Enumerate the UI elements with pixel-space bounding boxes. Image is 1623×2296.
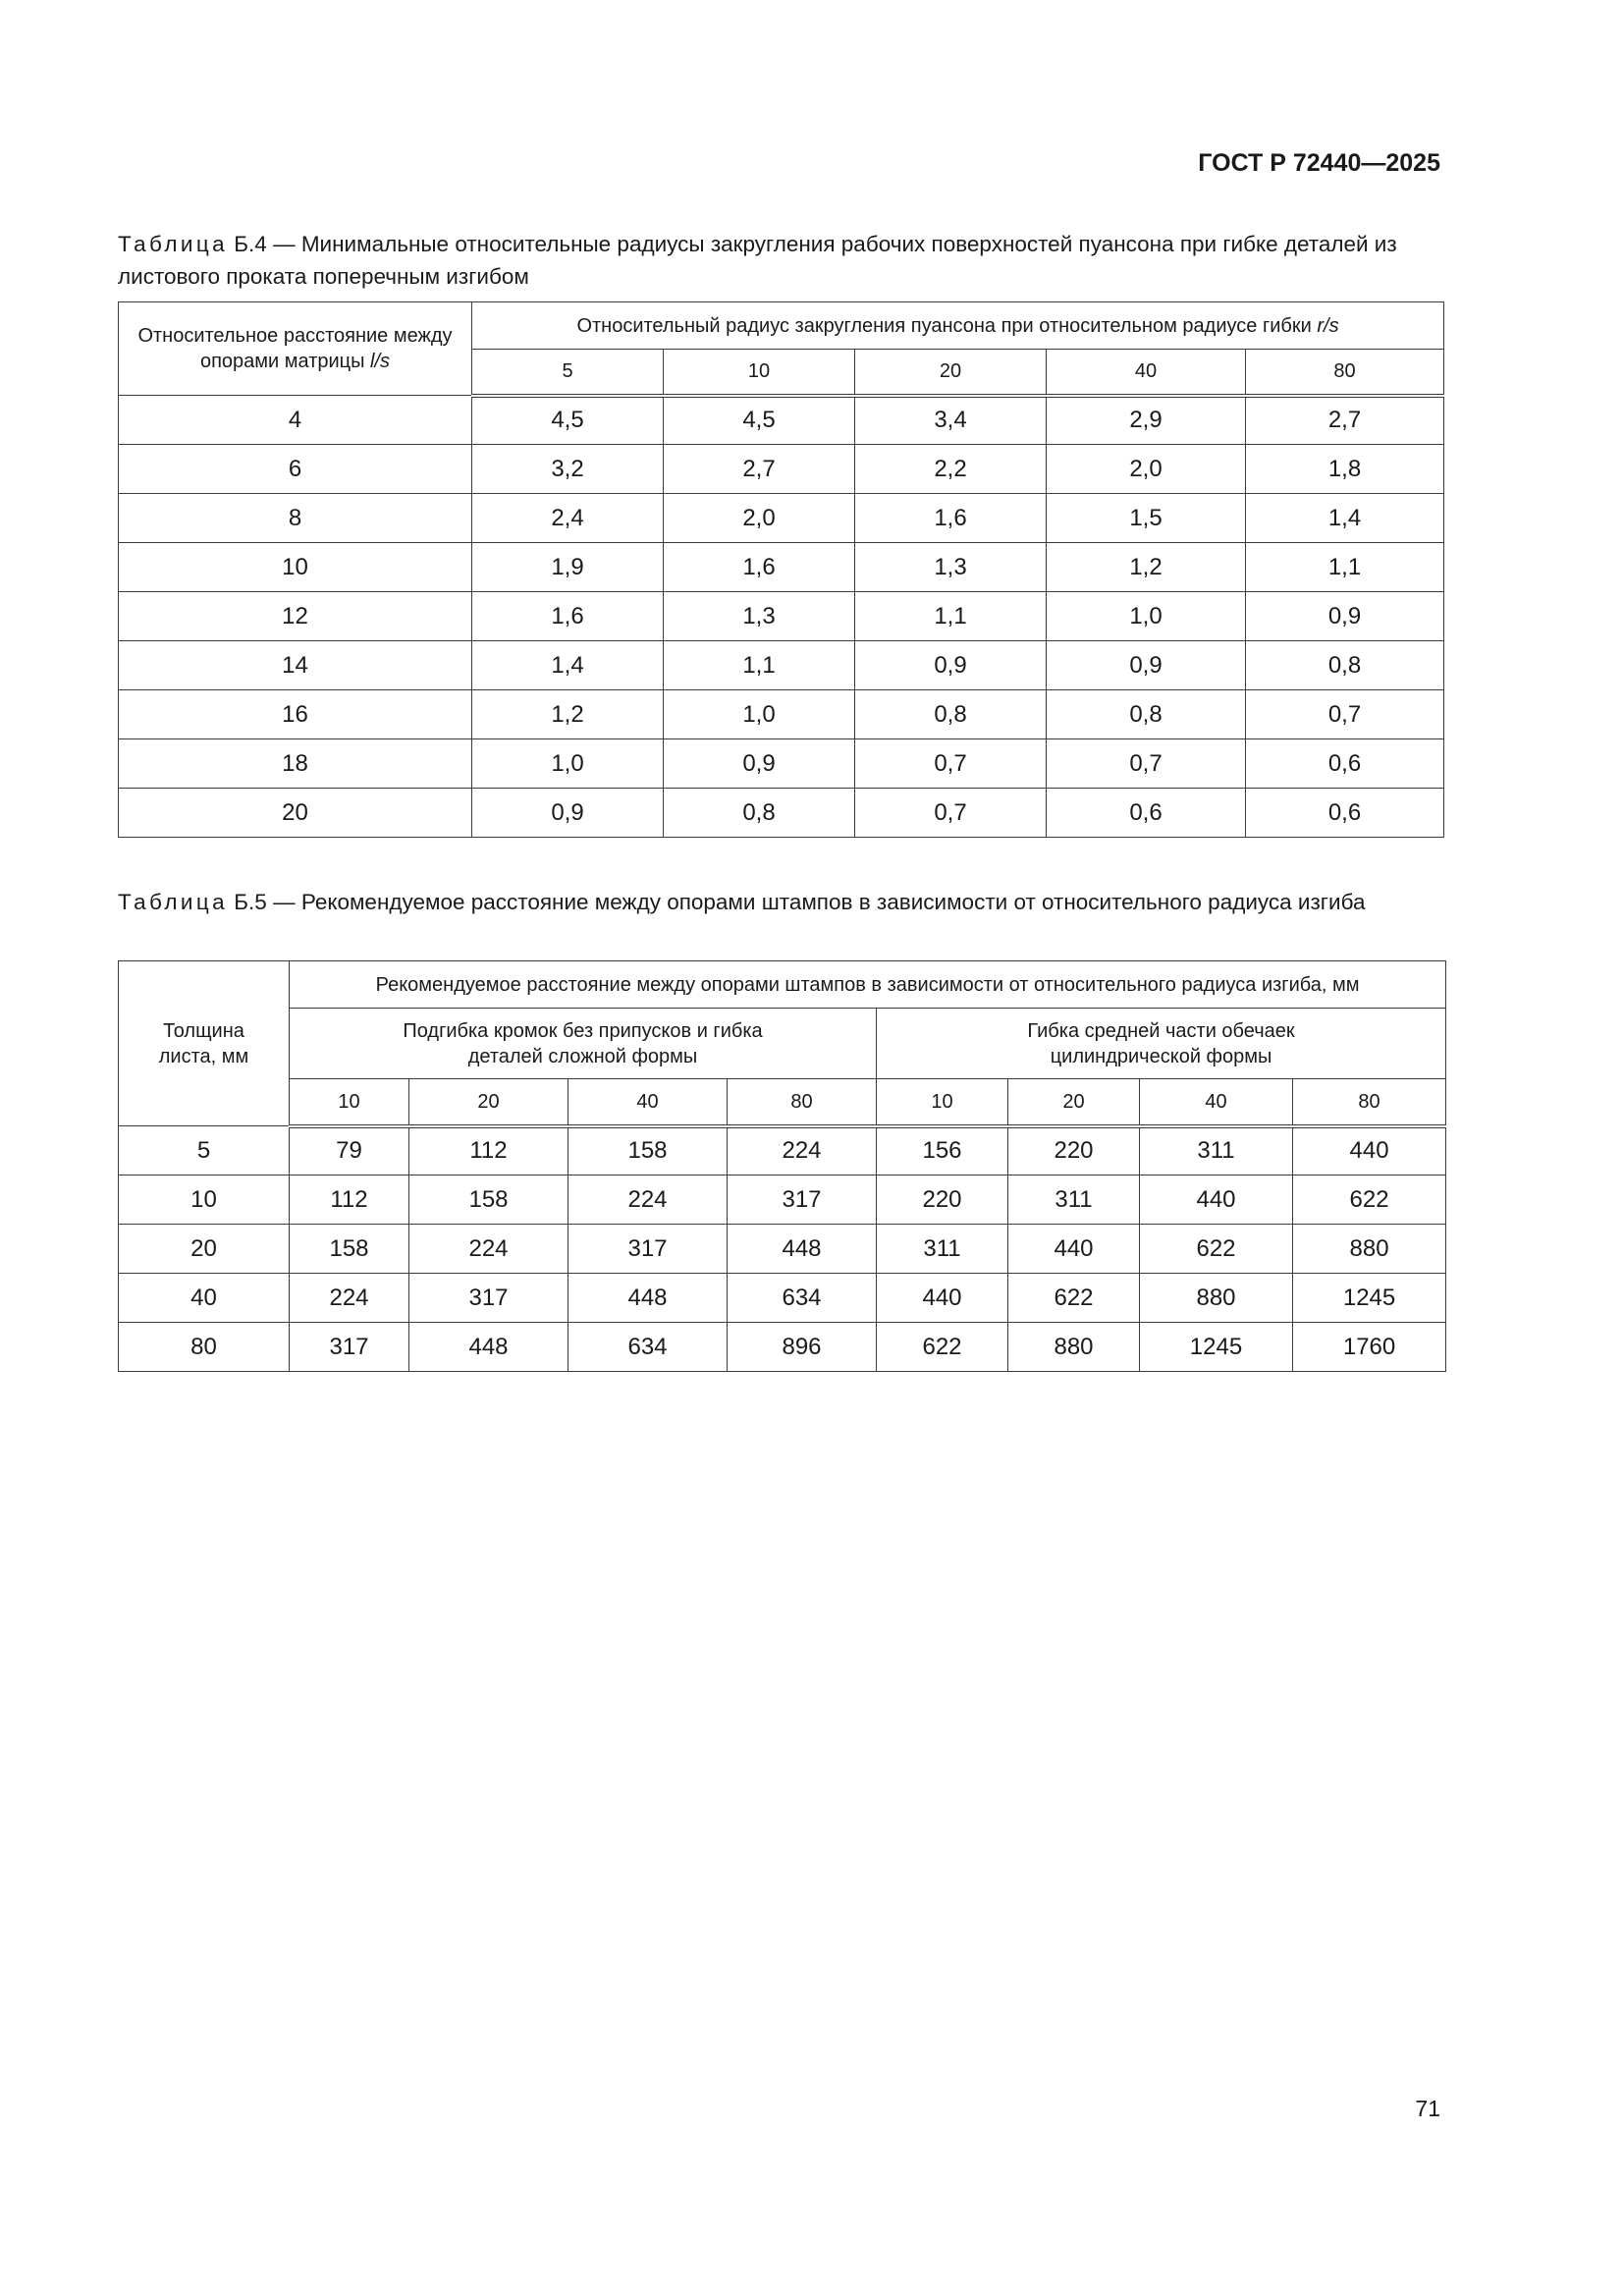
table-cell: 3,4 — [855, 396, 1047, 445]
table-cell: 220 — [1008, 1126, 1140, 1175]
table-row-label-cell: 40 — [119, 1274, 290, 1323]
table-row — [119, 1274, 1446, 1323]
table-cell: 448 — [568, 1274, 728, 1323]
table-row — [119, 592, 1444, 641]
table-cell: 112 — [290, 1175, 409, 1225]
table-b5-body — [119, 1126, 1446, 1372]
table-b5-caption — [118, 886, 1443, 918]
table-b5-top-header: Рекомендуемое расстояние между опорами штампов в зависимости от относительного радиуса изгиба, мм — [290, 961, 1446, 1009]
table-cell: 4,5 — [664, 396, 855, 445]
table-cell: 0,9 — [472, 789, 664, 838]
table-b5-column-header: 10 — [290, 1079, 409, 1126]
table-cell: 317 — [409, 1274, 568, 1323]
table-cell: 3,2 — [472, 445, 664, 494]
table-cell: 2,7 — [1246, 396, 1444, 445]
table-cell: 79 — [290, 1126, 409, 1175]
table-row — [119, 543, 1444, 592]
table-cell: 158 — [290, 1225, 409, 1274]
table-row-label-cell: 6 — [119, 445, 472, 494]
table-cell: 317 — [728, 1175, 877, 1225]
table-cell: 880 — [1293, 1225, 1446, 1274]
table-cell: 311 — [1008, 1175, 1140, 1225]
table-cell: 896 — [728, 1323, 877, 1372]
table-b5 — [118, 960, 1446, 1372]
table-cell: 440 — [877, 1274, 1008, 1323]
table-cell: 2,0 — [1047, 445, 1246, 494]
table-cell: 311 — [877, 1225, 1008, 1274]
table-cell: 0,6 — [1246, 789, 1444, 838]
table-cell: 1,0 — [664, 690, 855, 739]
table-cell: 0,8 — [664, 789, 855, 838]
table-row — [119, 789, 1444, 838]
table-row-label-cell: 4 — [119, 396, 472, 445]
table-cell: 440 — [1008, 1225, 1140, 1274]
table-cell: 4,5 — [472, 396, 664, 445]
table-cell: 1,5 — [1047, 494, 1246, 543]
table-cell: 622 — [877, 1323, 1008, 1372]
table-cell: 1,9 — [472, 543, 664, 592]
table-b4 — [118, 301, 1444, 838]
table-cell: 0,7 — [1047, 739, 1246, 789]
table-b4-row-header — [119, 302, 472, 396]
table-cell: 0,9 — [1047, 641, 1246, 690]
table-b5-column-header: 10 — [877, 1079, 1008, 1126]
table-cell: 158 — [568, 1126, 728, 1175]
table-cell: 2,2 — [855, 445, 1047, 494]
table-row — [119, 1175, 1446, 1225]
table-cell: 224 — [290, 1274, 409, 1323]
table-cell: 2,7 — [664, 445, 855, 494]
table-cell: 2,9 — [1047, 396, 1246, 445]
table-cell: 0,9 — [855, 641, 1047, 690]
table-cell: 1,6 — [664, 543, 855, 592]
table-b5-column-header: 80 — [728, 1079, 877, 1126]
table-cell: 317 — [568, 1225, 728, 1274]
table-cell: 0,6 — [1246, 739, 1444, 789]
table-cell: 311 — [1140, 1126, 1293, 1175]
table-row — [119, 641, 1444, 690]
table-row-label-cell: 16 — [119, 690, 472, 739]
table-cell: 634 — [568, 1323, 728, 1372]
table-cell: 0,8 — [1047, 690, 1246, 739]
table-cell: 880 — [1140, 1274, 1293, 1323]
table-cell: 2,4 — [472, 494, 664, 543]
table-cell: 0,9 — [664, 739, 855, 789]
table-row-label-cell: 20 — [119, 789, 472, 838]
table-cell: 0,9 — [1246, 592, 1444, 641]
table-cell: 0,7 — [1246, 690, 1444, 739]
table-cell: 1,3 — [664, 592, 855, 641]
table-cell: 1,0 — [472, 739, 664, 789]
document-code: ГОСТ Р 72440—2025 — [1198, 149, 1440, 177]
table-cell: 448 — [728, 1225, 877, 1274]
table-b5-column-header: 40 — [568, 1079, 728, 1126]
table-row — [119, 445, 1444, 494]
table-cell: 1,8 — [1246, 445, 1444, 494]
table-b4-caption — [118, 228, 1443, 293]
table-cell: 1,2 — [1047, 543, 1246, 592]
table-b5-group-header-edge-bending: Подгибка кромок без припусков и гибка деталей сложной формы — [290, 1009, 877, 1079]
table-b4-group-header-text: Относительный радиус закругления пуансона при относительном радиусе гибки — [576, 314, 1318, 337]
table-row — [119, 396, 1444, 445]
table-cell: 0,8 — [855, 690, 1047, 739]
table-b4-caption-text: Б.4 — Минимальные относительные радиусы закругления рабочих поверхностей пуансона при гибке деталей из листового проката поперечным изгибом — [118, 232, 1397, 289]
table-b4-column-header: 20 — [855, 350, 1047, 396]
table-b5-row-header: Толщина листа, мм — [119, 961, 290, 1126]
table-cell: 1,6 — [855, 494, 1047, 543]
table-row-label-cell: 18 — [119, 739, 472, 789]
table-cell: 0,7 — [855, 789, 1047, 838]
table-b4-column-header: 10 — [664, 350, 855, 396]
table-row — [119, 494, 1444, 543]
table-b4-column-header: 40 — [1047, 350, 1246, 396]
table-cell: 1,3 — [855, 543, 1047, 592]
table-cell: 1760 — [1293, 1323, 1446, 1372]
table-b5-caption-text: Б.5 — Рекомендуемое расстояние между опорами штампов в зависимости от относительного радиуса изгиба — [228, 890, 1366, 914]
table-cell: 1245 — [1140, 1323, 1293, 1372]
table-row-label-cell: 10 — [119, 1175, 290, 1225]
table-cell: 1,1 — [664, 641, 855, 690]
table-row — [119, 739, 1444, 789]
table-cell: 1,1 — [1246, 543, 1444, 592]
page-number: 71 — [1415, 2096, 1440, 2121]
table-cell: 156 — [877, 1126, 1008, 1175]
table-cell: 224 — [728, 1126, 877, 1175]
table-cell: 224 — [409, 1225, 568, 1274]
table-cell: 2,0 — [664, 494, 855, 543]
table-cell: 317 — [290, 1323, 409, 1372]
table-cell: 1,6 — [472, 592, 664, 641]
table-cell: 1245 — [1293, 1274, 1446, 1323]
table-cell: 224 — [568, 1175, 728, 1225]
table-cell: 448 — [409, 1323, 568, 1372]
table-row — [119, 1225, 1446, 1274]
table-row — [119, 690, 1444, 739]
table-b4-column-header: 5 — [472, 350, 664, 396]
table-cell: 112 — [409, 1126, 568, 1175]
table-cell: 622 — [1293, 1175, 1446, 1225]
table-cell: 634 — [728, 1274, 877, 1323]
table-cell: 1,0 — [1047, 592, 1246, 641]
table-cell: 1,4 — [472, 641, 664, 690]
table-row-label-cell: 14 — [119, 641, 472, 690]
table-b4-row-header-text: Относительное расстояние между опорами матрицы — [137, 325, 453, 372]
table-b5-column-header: 40 — [1140, 1079, 1293, 1126]
table-cell: 0,7 — [855, 739, 1047, 789]
table-row-label-cell: 8 — [119, 494, 472, 543]
table-row — [119, 1323, 1446, 1372]
table-cell: 158 — [409, 1175, 568, 1225]
table-cell: 622 — [1008, 1274, 1140, 1323]
table-b4-body — [119, 396, 1444, 838]
table-cell: 440 — [1140, 1175, 1293, 1225]
table-cell: 1,2 — [472, 690, 664, 739]
table-b5-caption-label: Таблица — [118, 890, 229, 914]
table-row-label-cell: 20 — [119, 1225, 290, 1274]
table-cell: 1,1 — [855, 592, 1047, 641]
table-b4-group-header — [472, 302, 1444, 350]
table-row-label-cell: 5 — [119, 1126, 290, 1175]
table-row-label-cell: 12 — [119, 592, 472, 641]
table-b4-column-header: 80 — [1246, 350, 1444, 396]
table-cell: 0,8 — [1246, 641, 1444, 690]
table-row-label-cell: 80 — [119, 1323, 290, 1372]
table-b5-column-header: 80 — [1293, 1079, 1446, 1126]
table-row — [119, 1126, 1446, 1175]
table-b5-column-header: 20 — [409, 1079, 568, 1126]
table-cell: 0,6 — [1047, 789, 1246, 838]
table-b4-group-header-variable: r/s — [1317, 314, 1339, 337]
table-row-label-cell: 10 — [119, 543, 472, 592]
table-b4-row-header-variable: l/s — [370, 351, 391, 372]
table-b4-caption-label: Таблица — [118, 232, 229, 256]
table-b5-group-header-shell-bending: Гибка средней части обечаек цилиндрической формы — [877, 1009, 1446, 1079]
table-cell: 1,4 — [1246, 494, 1444, 543]
table-cell: 880 — [1008, 1323, 1140, 1372]
table-cell: 440 — [1293, 1126, 1446, 1175]
table-cell: 622 — [1140, 1225, 1293, 1274]
table-cell: 220 — [877, 1175, 1008, 1225]
table-b5-column-header: 20 — [1008, 1079, 1140, 1126]
